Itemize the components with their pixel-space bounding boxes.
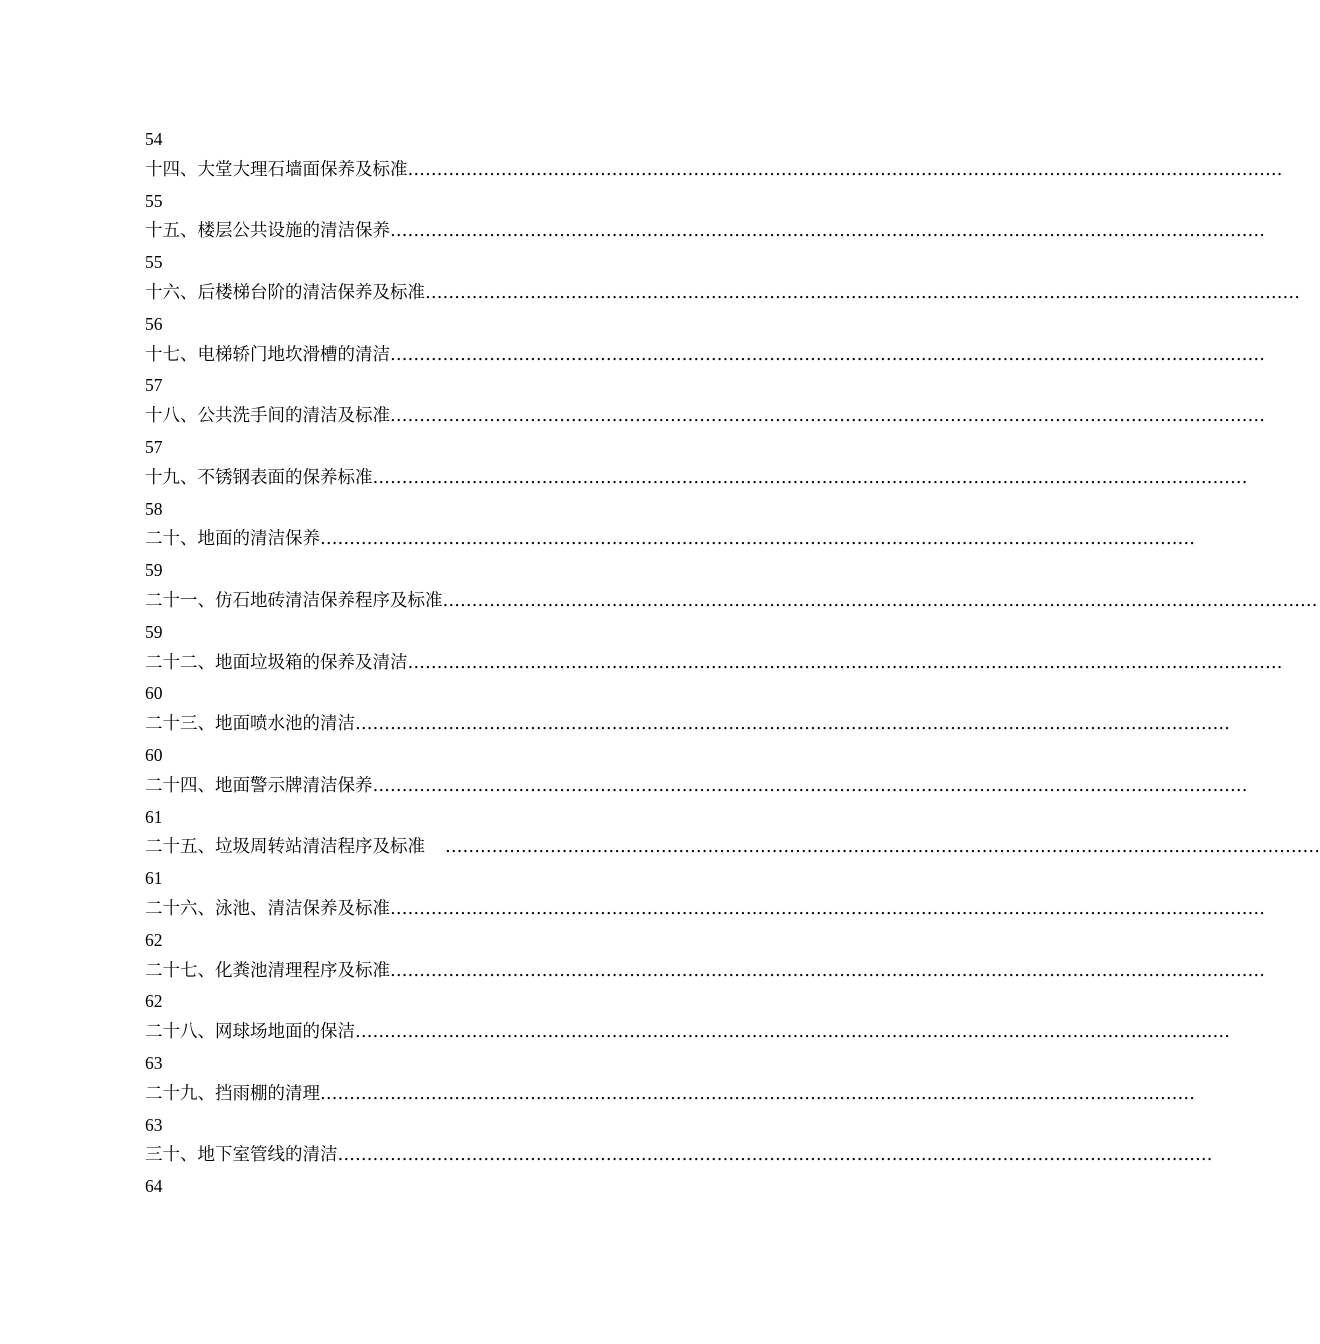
toc-leader-dots: …………………………………………………………………………………………………………………………………… [390, 406, 1265, 427]
toc-page-number: 57 [145, 436, 163, 457]
toc-page-number: 55 [145, 252, 163, 273]
toc-entry-title: 二十六、泳池、清洁保养及标准 [145, 898, 390, 919]
toc-leader-dots: …………………………………………………………………………………………………………………………………… [355, 714, 1230, 735]
toc-entry [145, 771, 1248, 802]
toc-leader-dots: …………………………………………………………………………………………………………………………………… [390, 221, 1265, 242]
toc-leader-dots: …………………………………………………………………………………………………………………………………… [337, 1145, 1213, 1166]
toc-entry-title: 十九、不锈钢表面的保养标准 [145, 467, 373, 488]
toc-page-number: 62 [145, 929, 163, 950]
toc-entry-title: 二十二、地面垃圾箱的保养及清洁 [145, 652, 408, 673]
toc-page-number: 63 [145, 1114, 163, 1135]
toc-page-number: 54 [145, 129, 163, 149]
toc-page-number: 57 [145, 375, 163, 396]
toc-leader-dots: …………………………………………………………………………………………………………………………………… [320, 529, 1195, 550]
toc-entry [145, 524, 1195, 555]
toc-entry-title: 二十五、垃圾周转站清洁程序及标准 [145, 837, 425, 858]
toc-entry [145, 1140, 1213, 1171]
toc-page-number: 55 [145, 190, 163, 211]
toc-leader-dots: …………………………………………………………………………………………………………………………………… [372, 775, 1248, 796]
toc-entry-title: 三十、地下室管线的清洁 [145, 1145, 338, 1166]
toc-entry [145, 401, 1265, 432]
toc-entry-title: 二十八、网球场地面的保洁 [145, 1022, 355, 1043]
toc-entry [145, 709, 1230, 740]
toc-entry-title: 十七、电梯轿门地坎滑槽的清洁 [145, 344, 390, 365]
toc-page-number: 60 [145, 744, 163, 765]
toc-entry [145, 648, 1283, 679]
toc-leader-dots: …………………………………………………………………………………………………………………………………… [407, 652, 1283, 673]
table-of-contents [145, 124, 1320, 1202]
toc-entry [145, 155, 1283, 186]
toc-leader-dots: …………………………………………………………………………………………………………………………………… [355, 1022, 1230, 1043]
toc-entry [145, 586, 1318, 617]
toc-entry-title: 二十、地面的清洁保养 [145, 529, 320, 550]
toc-entry [145, 832, 1320, 863]
toc-leader-dots: …………………………………………………………………………………………………………………………………… [390, 344, 1265, 365]
toc-page-number: 64 [145, 1176, 163, 1197]
toc-leader-dots: …………………………………………………………………………………………………………………………………… [390, 960, 1265, 981]
toc-entry-title: 十六、后楼梯台阶的清洁保养及标准 [145, 282, 425, 303]
toc-entry-title: 二十四、地面警示牌清洁保养 [145, 775, 373, 796]
toc-entry [145, 463, 1248, 494]
toc-entry-title: 十八、公共洗手间的清洁及标准 [145, 406, 390, 427]
toc-page-number: 56 [145, 313, 163, 334]
toc-entry [145, 340, 1265, 371]
toc-entry-title: 十五、楼层公共设施的清洁保养 [145, 221, 390, 242]
toc-page-number: 60 [145, 683, 163, 704]
toc-entry [145, 1017, 1230, 1048]
toc-entry [145, 278, 1300, 309]
toc-leader-dots: …………………………………………………………………………………………………………………………………… [372, 467, 1248, 488]
toc-page-number: 63 [145, 1052, 163, 1073]
toc-page-number: 62 [145, 991, 163, 1012]
toc-leader-dots: …………………………………………………………………………………………………………………………………… [425, 282, 1300, 303]
toc-entry [145, 216, 1265, 247]
toc-entry-title: 二十三、地面喷水池的清洁 [145, 714, 355, 735]
toc-entry [145, 894, 1265, 925]
toc-leader-dots: …………………………………………………………………………………………………………………………………… [320, 1083, 1195, 1104]
toc-leader-dots: …………………………………………………………………………………………………………………………………… [445, 837, 1320, 858]
toc-leader-dots: …………………………………………………………………………………………………………………………………… [390, 898, 1265, 919]
toc-entry [145, 956, 1265, 987]
toc-page-number: 61 [145, 868, 163, 889]
toc-entry-title: 十四、大堂大理石墙面保养及标准 [145, 159, 408, 180]
toc-page-number: 59 [145, 621, 163, 642]
toc-leader-dots: …………………………………………………………………………………………………………………………………… [442, 590, 1318, 611]
toc-entry [145, 1079, 1195, 1110]
toc-leader-dots: …………………………………………………………………………………………………………………………………… [407, 159, 1283, 180]
toc-entry-title: 二十九、挡雨棚的清理 [145, 1083, 320, 1104]
toc-entry-title: 二十七、化粪池清理程序及标准 [145, 960, 390, 981]
toc-page-number: 58 [145, 498, 163, 519]
toc-entry-title: 二十一、仿石地砖清洁保养程序及标准 [145, 590, 443, 611]
toc-page-number: 59 [145, 560, 163, 581]
toc-page-number: 61 [145, 806, 163, 827]
